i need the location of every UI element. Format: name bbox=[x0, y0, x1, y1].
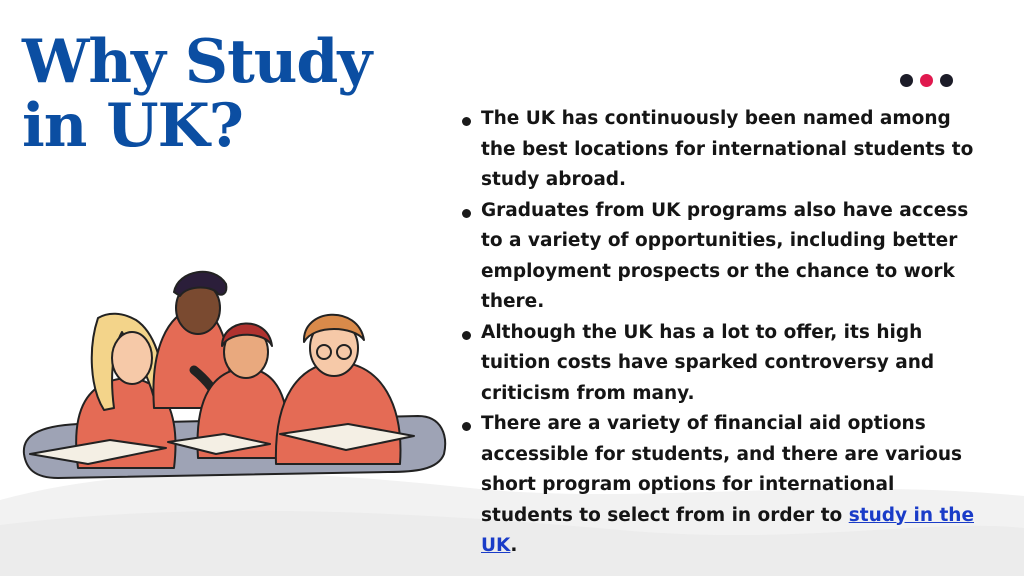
bullet-item bbox=[462, 409, 982, 562]
bullet-item: The UK has continuously been named among the best locations for international students to study abroad. bbox=[462, 104, 982, 196]
bullet-item: Graduates from UK programs also have access to a variety of opportunities, including better employment prospects or the chance to work there. bbox=[462, 196, 982, 318]
bullet-text-end: . bbox=[510, 535, 518, 556]
dot-accent-icon bbox=[920, 74, 933, 87]
study-in-uk-link[interactable]: study in the UK bbox=[481, 504, 975, 556]
bullet-list bbox=[462, 104, 982, 562]
slide-title: Why Study in UK? bbox=[22, 27, 372, 161]
decorative-dots bbox=[900, 74, 953, 87]
bullet-item: Although the UK has a lot to offer, its high tuition costs have sparked controversy and criticism from many. bbox=[462, 318, 982, 410]
dot-icon bbox=[940, 74, 953, 87]
students-studying-illustration bbox=[18, 258, 450, 498]
bullet-text: There are a variety of financial aid options accessible for students, and there are various short program options for international students to select from in order to bbox=[481, 413, 963, 526]
dot-icon bbox=[900, 74, 913, 87]
